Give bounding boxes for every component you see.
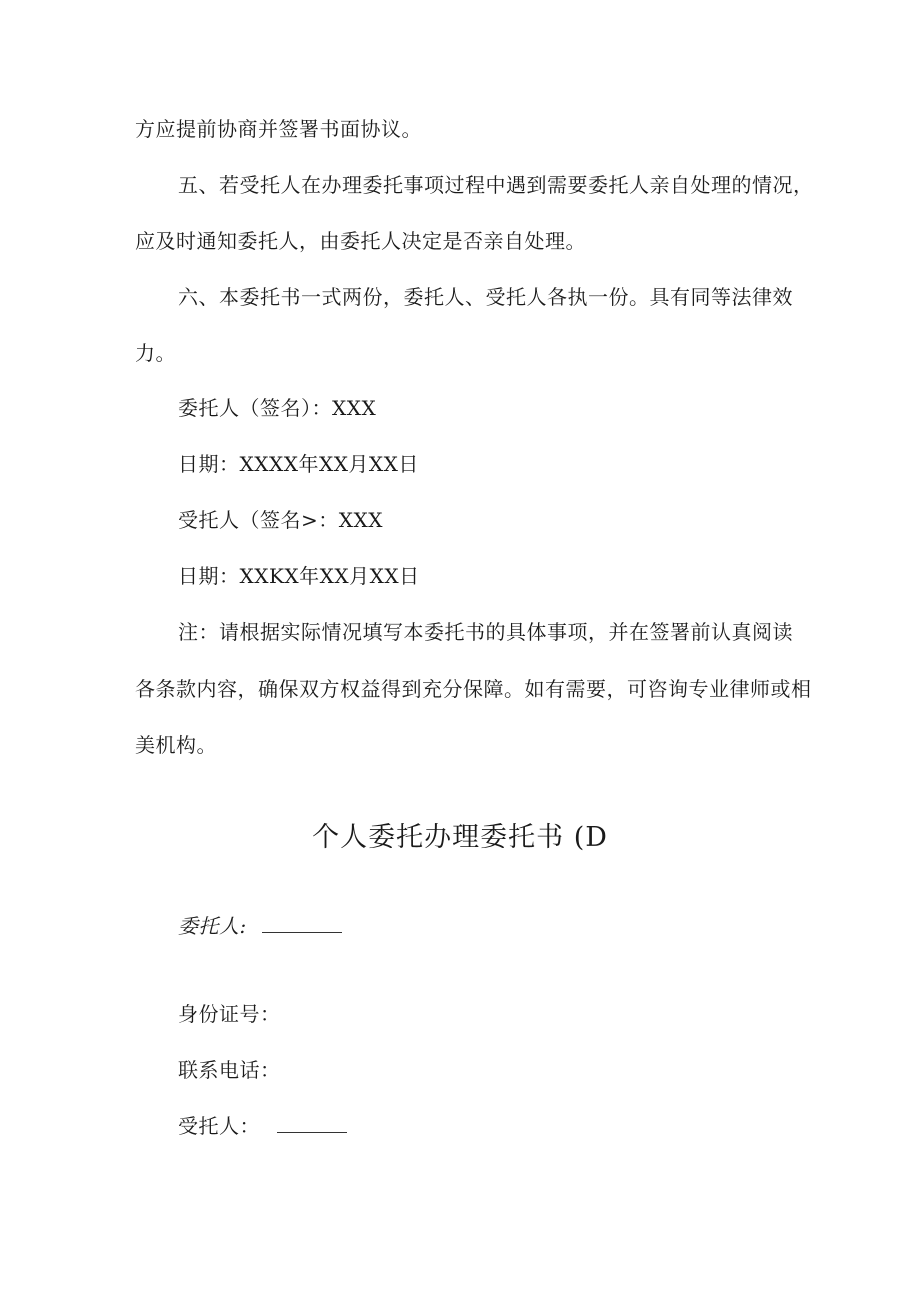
paragraph-5-line-2: 应及时通知委托人，由委托人决定是否亲自处理。 <box>135 229 586 253</box>
note-line-2: 各条款内容，确保双方权益得到充分保障。如有需要，可咨询专业律师或相 <box>135 677 812 701</box>
note-line-3: 美机构。 <box>135 733 217 757</box>
note-line-1: 注：请根据实际情况填写本委托书的具体事项，并在签署前认真阅读 <box>178 620 793 644</box>
id-number-field <box>178 1002 281 1026</box>
agent-blank[interactable] <box>277 1114 347 1133</box>
phone-label: 联系电话： <box>178 1058 281 1082</box>
phone-field <box>178 1058 281 1082</box>
principal-blank[interactable] <box>262 914 342 933</box>
form-title: 个人委托办理委托书 (D <box>312 822 608 853</box>
agent-date-line: 日期：XXKX年XX月XX日 <box>178 564 420 588</box>
agent-signature-line: 受托人（签名>：XXX <box>178 508 383 532</box>
principal-label: 委托人: <box>178 914 247 938</box>
paragraph-6-line-1: 六、本委托书一式两份，委托人、受托人各执一份。具有同等法律效 <box>178 285 793 309</box>
principal-date-line: 日期：XXXX年XX月XX日 <box>178 452 419 476</box>
paragraph-4-tail: 方应提前协商并签署书面协议。 <box>135 117 422 141</box>
paragraph-5-line-1: 五、若受托人在办理委托事项过程中遇到需要委托人亲自处理的情况， <box>178 173 814 197</box>
agent-label: 受托人： <box>178 1114 260 1138</box>
agent-field <box>178 1114 347 1138</box>
principal-signature-line: 委托人（签名）：XXX <box>178 396 377 420</box>
id-number-label: 身份证号： <box>178 1002 281 1026</box>
principal-field <box>178 914 342 938</box>
paragraph-6-line-2: 力。 <box>135 341 176 365</box>
